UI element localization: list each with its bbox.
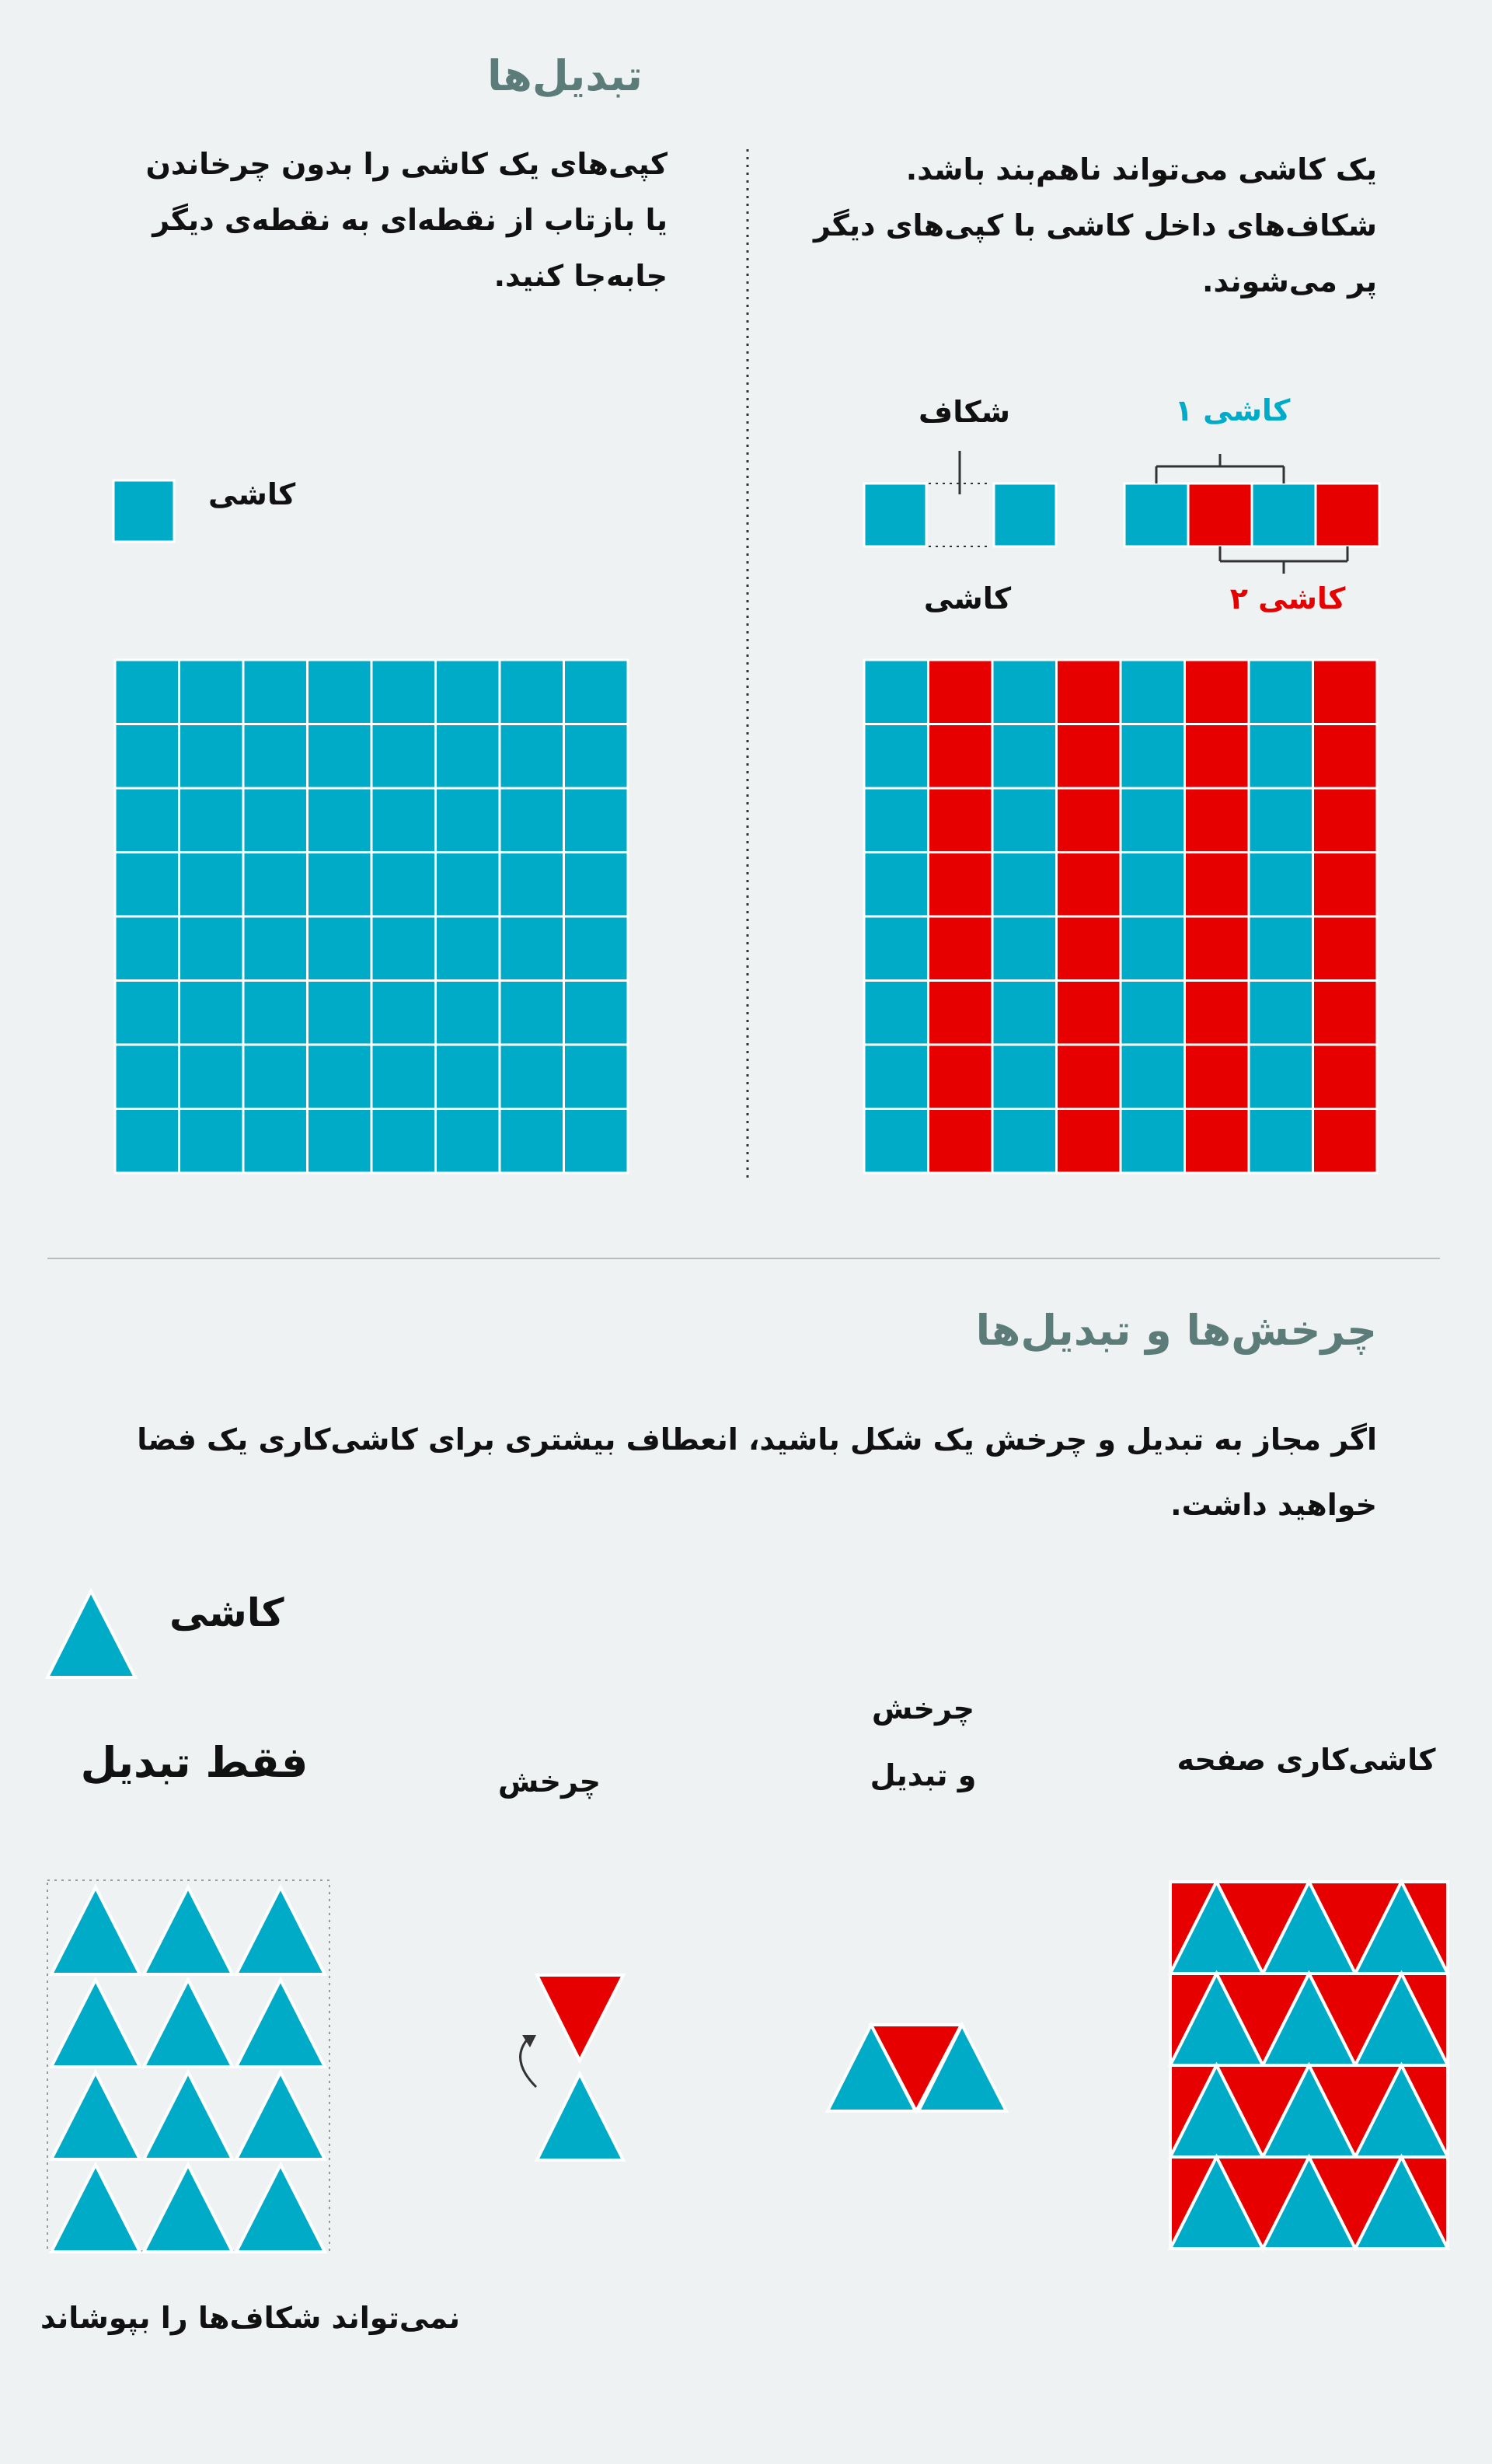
grid-tile xyxy=(1057,660,1121,724)
grid-tile xyxy=(1313,660,1378,724)
grid-tile xyxy=(1121,1045,1185,1109)
grid-tile xyxy=(992,916,1057,981)
grid-tile xyxy=(243,1045,308,1109)
text-line: یا بازتاب از نقطه‌ای به نقطه‌ی دیگر xyxy=(152,203,668,237)
grid-tile xyxy=(1057,853,1121,917)
text-line: پر می‌شوند. xyxy=(1202,264,1377,298)
grid-tile xyxy=(371,1109,436,1174)
grid-tile xyxy=(864,853,929,917)
grid-tile xyxy=(180,916,244,981)
text-line: شکاف‌های داخل کاشی با کپی‌های دیگر xyxy=(813,208,1377,243)
grid-tile xyxy=(929,660,993,724)
grid-tile xyxy=(1057,788,1121,853)
translation-triangle xyxy=(51,1980,140,2067)
cannot-cover-caption: نمی‌تواند شکاف‌ها را بپوشاند xyxy=(40,2301,461,2335)
grid-tile xyxy=(1057,1045,1121,1109)
grid-tile xyxy=(308,916,372,981)
grid-tile xyxy=(243,916,308,981)
grid-tile xyxy=(992,1045,1057,1109)
grid-tile xyxy=(500,724,564,789)
plane-tiling-label: کاشی‌کاری صفحه xyxy=(1177,1743,1436,1777)
grid-tile xyxy=(436,1109,500,1174)
grid-tile xyxy=(564,660,629,724)
grid-tile xyxy=(115,660,180,724)
grid-tile xyxy=(180,660,244,724)
grid-tile xyxy=(564,981,629,1045)
grid-tile xyxy=(500,1109,564,1174)
grid-tile xyxy=(436,660,500,724)
grid-tile xyxy=(992,853,1057,917)
grid-tile xyxy=(436,853,500,917)
grid-tile xyxy=(929,788,993,853)
text-line: چرخش xyxy=(871,1691,975,1726)
grid-tile xyxy=(1185,1109,1250,1174)
grid-tile xyxy=(308,1045,372,1109)
grid-tile xyxy=(564,1045,629,1109)
grid-tile xyxy=(864,724,929,789)
grid-tile xyxy=(371,916,436,981)
translation-triangle xyxy=(236,2072,325,2159)
grid-tile xyxy=(115,853,180,917)
grid-tile xyxy=(436,1045,500,1109)
grid-tile xyxy=(308,660,372,724)
section1-title: تبدیل‌ها xyxy=(487,51,643,100)
grid-tile xyxy=(1185,660,1250,724)
grid-tile xyxy=(929,1045,993,1109)
grid-tile xyxy=(308,788,372,853)
grid-tile xyxy=(1121,916,1185,981)
grid-tile xyxy=(500,1045,564,1109)
grid-tile xyxy=(243,1109,308,1174)
grid-tile xyxy=(500,660,564,724)
grid-tile xyxy=(564,724,629,789)
legend-tile xyxy=(113,480,174,542)
grid-tile xyxy=(992,981,1057,1045)
grid-tile xyxy=(564,916,629,981)
grid-tile xyxy=(1121,1109,1185,1174)
grid-tile xyxy=(992,1109,1057,1174)
text-line: کپی‌های یک کاشی را بدون چرخاندن xyxy=(145,147,668,181)
grid-tile xyxy=(1313,981,1378,1045)
grid-tile xyxy=(371,1045,436,1109)
translation-triangle xyxy=(144,2165,232,2252)
grid-tile xyxy=(992,788,1057,853)
grid-tile xyxy=(500,853,564,917)
grid-tile xyxy=(243,724,308,789)
grid-tile xyxy=(1121,788,1185,853)
grid-tile xyxy=(371,788,436,853)
strip-tile xyxy=(1188,483,1252,546)
grid-tile xyxy=(371,853,436,917)
grid-tile xyxy=(564,788,629,853)
translation-only-label: فقط تبدیل xyxy=(80,1738,309,1787)
grid-tile xyxy=(864,916,929,981)
grid-tile xyxy=(929,1109,993,1174)
translation-triangle xyxy=(51,2165,140,2252)
tile1-label: کاشی ۱ xyxy=(1174,393,1291,428)
grid-tile xyxy=(1313,1045,1378,1109)
text-line: اگر مجاز به تبدیل و چرخش یک شکل باشید، انعطاف بیشتری برای کاشی‌کاری یک فضا xyxy=(137,1422,1377,1457)
grid-tile xyxy=(564,853,629,917)
grid-tile xyxy=(436,981,500,1045)
grid-tile xyxy=(1121,660,1185,724)
grid-tile xyxy=(1249,853,1313,917)
grid-tile xyxy=(864,981,929,1045)
grid-tile xyxy=(180,981,244,1045)
original-triangle xyxy=(537,2074,623,2160)
grid-tile xyxy=(115,724,180,789)
rotated-triangle xyxy=(537,1975,623,2061)
grid-tile xyxy=(1313,724,1378,789)
grid-tile xyxy=(1249,788,1313,853)
grid-tile xyxy=(180,788,244,853)
grid-tile xyxy=(1121,724,1185,789)
grid-tile xyxy=(500,981,564,1045)
grid-tile xyxy=(1057,916,1121,981)
grid-tile xyxy=(1313,853,1378,917)
grid-tile xyxy=(1185,853,1250,917)
text-line: جابه‌جا کنید. xyxy=(493,259,668,293)
grid-tile xyxy=(992,660,1057,724)
translation-triangle xyxy=(236,2165,325,2252)
grid-tile xyxy=(1249,916,1313,981)
grid-tile xyxy=(1057,724,1121,789)
strip-tile xyxy=(1316,483,1379,546)
grid-tile xyxy=(1057,1109,1121,1174)
grid-tile xyxy=(243,853,308,917)
grid-tile xyxy=(500,916,564,981)
grid-tile xyxy=(436,916,500,981)
grid-tile xyxy=(929,724,993,789)
gap-tile-label: کاشی xyxy=(923,581,1012,616)
grid-tile xyxy=(1185,724,1250,789)
grid-tile xyxy=(1249,1045,1313,1109)
grid-tile xyxy=(864,1045,929,1109)
grid-tile xyxy=(243,660,308,724)
legend-triangle xyxy=(47,1591,135,1677)
translation-triangle xyxy=(51,2072,140,2159)
grid-tile xyxy=(1313,788,1378,853)
tile2-label: کاشی ۲ xyxy=(1229,581,1346,616)
grid-tile xyxy=(180,1109,244,1174)
grid-tile xyxy=(371,981,436,1045)
grid-tile xyxy=(371,724,436,789)
grid-tile xyxy=(1185,981,1250,1045)
gap-label: شکاف xyxy=(919,395,1010,429)
grid-tile xyxy=(864,660,929,724)
grid-tile xyxy=(180,724,244,789)
grid-tile xyxy=(308,1109,372,1174)
grid-tile xyxy=(1121,853,1185,917)
grid-tile xyxy=(115,1045,180,1109)
grid-tile xyxy=(864,788,929,853)
text-line: و تبدیل xyxy=(870,1758,977,1792)
grid-tile xyxy=(1249,724,1313,789)
grid-tile xyxy=(1185,916,1250,981)
grid-tile xyxy=(308,724,372,789)
grid-tile xyxy=(1313,1109,1378,1174)
grid-tile xyxy=(1313,916,1378,981)
translation-triangle xyxy=(236,1980,325,2067)
grid-tile xyxy=(308,981,372,1045)
grid-tile xyxy=(308,853,372,917)
grid-tile xyxy=(115,981,180,1045)
gap-tile-left xyxy=(864,483,926,546)
grid-tile xyxy=(180,853,244,917)
grid-tile xyxy=(1249,981,1313,1045)
grid-tile xyxy=(115,1109,180,1174)
grid-tile xyxy=(436,788,500,853)
triangle-legend-label: کاشی xyxy=(169,1590,284,1635)
strip-tile xyxy=(1124,483,1188,546)
grid-tile xyxy=(243,981,308,1045)
grid-tile xyxy=(1249,660,1313,724)
grid-tile xyxy=(1185,788,1250,853)
rotate-arrow-icon xyxy=(521,2038,536,2087)
translation-triangle xyxy=(144,2072,232,2159)
grid-tile xyxy=(1185,1045,1250,1109)
translation-triangle xyxy=(144,1887,232,1974)
text-line: یک کاشی می‌تواند ناهم‌بند باشد. xyxy=(905,152,1377,187)
grid-tile xyxy=(1249,1109,1313,1174)
grid-tile xyxy=(371,660,436,724)
grid-tile xyxy=(929,916,993,981)
grid-tile xyxy=(115,916,180,981)
grid-tile xyxy=(243,788,308,853)
grid-tile xyxy=(929,981,993,1045)
grid-tile xyxy=(929,853,993,917)
grid-tile xyxy=(1057,981,1121,1045)
grid-tile xyxy=(864,1109,929,1174)
grid-tile xyxy=(564,1109,629,1174)
strip-tile xyxy=(1252,483,1316,546)
grid-tile xyxy=(115,788,180,853)
grid-tile xyxy=(180,1045,244,1109)
translation-triangle xyxy=(51,1887,140,1974)
rotation-label: چرخش xyxy=(497,1764,601,1799)
grid-tile xyxy=(1121,981,1185,1045)
translation-triangle xyxy=(236,1887,325,1974)
translation-triangle xyxy=(144,1980,232,2067)
grid-tile xyxy=(500,788,564,853)
grid-tile xyxy=(436,724,500,789)
grid-tile xyxy=(992,724,1057,789)
gap-tile-right xyxy=(994,483,1056,546)
section2-title: چرخش‌ها و تبدیل‌ها xyxy=(975,1306,1377,1355)
legend-label: کاشی xyxy=(208,477,296,511)
text-line: خواهید داشت. xyxy=(1170,1488,1377,1522)
